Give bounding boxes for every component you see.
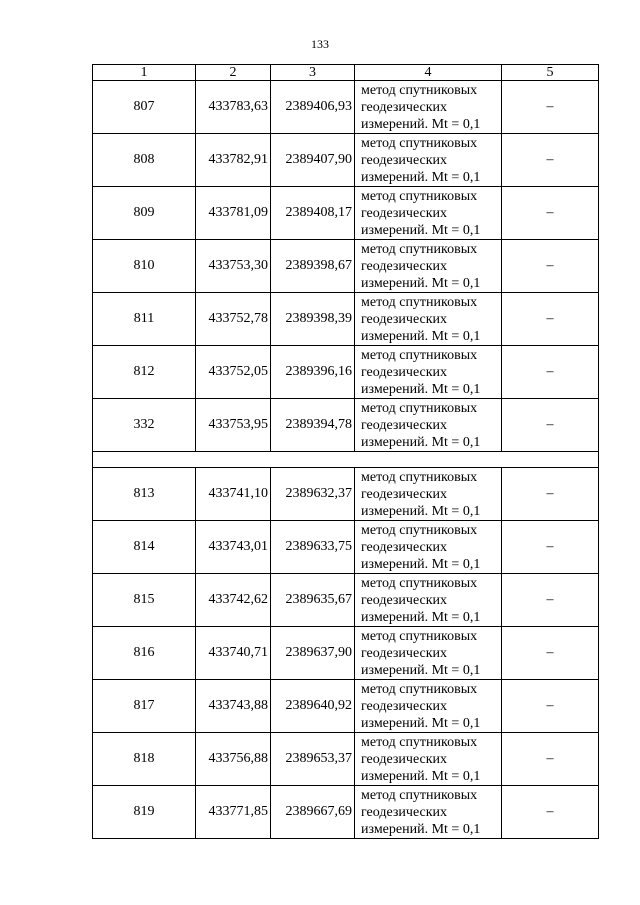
method-line: геодезических — [361, 592, 448, 608]
method-line: метод спутниковых — [361, 575, 478, 591]
table-row — [93, 786, 599, 839]
method-cell — [355, 680, 502, 733]
x-coordinate-cell: 433743,88 — [196, 680, 271, 733]
method-line: метод спутниковых — [361, 681, 478, 697]
note-cell — [502, 574, 599, 627]
note-cell — [502, 680, 599, 733]
y-coordinate-cell: 2389640,92 — [271, 680, 355, 733]
dash-mark: – — [546, 539, 554, 554]
x-coordinate-cell: 433752,78 — [196, 293, 271, 346]
method-line: геодезических — [361, 751, 448, 767]
y-coordinate-cell: 2389408,17 — [271, 187, 355, 240]
method-line: геодезических — [361, 539, 448, 555]
method-line: измерений. Mt = 0,1 — [361, 116, 481, 132]
column-header-3: 3 — [271, 65, 355, 81]
method-line: геодезических — [361, 311, 448, 327]
dash-mark: – — [546, 99, 554, 114]
table-row — [93, 521, 599, 574]
y-coordinate-cell: 2389635,67 — [271, 574, 355, 627]
note-cell — [502, 81, 599, 134]
table-row — [93, 346, 599, 399]
column-header-2: 2 — [196, 65, 271, 81]
point-number-cell: 818 — [93, 733, 196, 786]
point-number-cell: 812 — [93, 346, 196, 399]
note-cell — [502, 627, 599, 680]
column-header-4: 4 — [355, 65, 502, 81]
method-line: измерений. Mt = 0,1 — [361, 381, 481, 397]
point-number-cell: 817 — [93, 680, 196, 733]
method-line: метод спутниковых — [361, 294, 478, 310]
method-cell — [355, 521, 502, 574]
method-line: измерений. Mt = 0,1 — [361, 328, 481, 344]
header-row — [93, 65, 599, 81]
x-coordinate-cell: 433781,09 — [196, 187, 271, 240]
method-line: измерений. Mt = 0,1 — [361, 662, 481, 678]
method-line: геодезических — [361, 486, 448, 502]
point-number-cell: 813 — [93, 468, 196, 521]
method-line: геодезических — [361, 804, 448, 820]
x-coordinate-cell: 433756,88 — [196, 733, 271, 786]
point-number-cell: 332 — [93, 399, 196, 452]
note-cell — [502, 468, 599, 521]
dash-mark: – — [546, 364, 554, 379]
note-cell — [502, 733, 599, 786]
method-cell — [355, 786, 502, 839]
x-coordinate-cell: 433783,63 — [196, 81, 271, 134]
method-line: геодезических — [361, 417, 448, 433]
table-row — [93, 81, 599, 134]
method-line: геодезических — [361, 364, 448, 380]
dash-mark: – — [546, 592, 554, 607]
method-line: геодезических — [361, 99, 448, 115]
method-line: измерений. Mt = 0,1 — [361, 609, 481, 625]
method-cell — [355, 733, 502, 786]
method-line: измерений. Mt = 0,1 — [361, 768, 481, 784]
x-coordinate-cell: 433752,05 — [196, 346, 271, 399]
y-coordinate-cell: 2389667,69 — [271, 786, 355, 839]
x-coordinate-cell: 433741,10 — [196, 468, 271, 521]
method-cell — [355, 468, 502, 521]
note-cell — [502, 346, 599, 399]
dash-mark: – — [546, 258, 554, 273]
method-line: метод спутниковых — [361, 82, 478, 98]
table-row — [93, 399, 599, 452]
dash-mark: – — [546, 486, 554, 501]
table-row — [93, 627, 599, 680]
x-coordinate-cell: 433742,62 — [196, 574, 271, 627]
x-coordinate-cell: 433743,01 — [196, 521, 271, 574]
table-row — [93, 240, 599, 293]
method-line: метод спутниковых — [361, 188, 478, 204]
method-line: геодезических — [361, 205, 448, 221]
method-cell — [355, 81, 502, 134]
point-number-cell: 815 — [93, 574, 196, 627]
point-number-cell: 808 — [93, 134, 196, 187]
table-row — [93, 187, 599, 240]
x-coordinate-cell: 433740,71 — [196, 627, 271, 680]
dash-mark: – — [546, 698, 554, 713]
page-number: 133 — [311, 37, 329, 51]
method-line: измерений. Mt = 0,1 — [361, 169, 481, 185]
method-line: метод спутниковых — [361, 347, 478, 363]
method-line: геодезических — [361, 258, 448, 274]
method-cell — [355, 293, 502, 346]
method-line: геодезических — [361, 152, 448, 168]
x-coordinate-cell: 433753,30 — [196, 240, 271, 293]
x-coordinate-cell: 433782,91 — [196, 134, 271, 187]
point-number-cell: 816 — [93, 627, 196, 680]
x-coordinate-cell: 433771,85 — [196, 786, 271, 839]
note-cell — [502, 134, 599, 187]
group-separator-cell — [93, 452, 599, 468]
method-line: геодезических — [361, 645, 448, 661]
method-line: геодезических — [361, 698, 448, 714]
y-coordinate-cell: 2389632,37 — [271, 468, 355, 521]
table-body — [93, 81, 599, 839]
method-cell — [355, 187, 502, 240]
y-coordinate-cell: 2389653,37 — [271, 733, 355, 786]
dash-mark: – — [546, 311, 554, 326]
y-coordinate-cell: 2389406,93 — [271, 81, 355, 134]
y-coordinate-cell: 2389407,90 — [271, 134, 355, 187]
y-coordinate-cell: 2389394,78 — [271, 399, 355, 452]
y-coordinate-cell: 2389398,39 — [271, 293, 355, 346]
column-header-5: 5 — [502, 65, 599, 81]
note-cell — [502, 187, 599, 240]
y-coordinate-cell: 2389637,90 — [271, 627, 355, 680]
dash-mark: – — [546, 751, 554, 766]
method-line: измерений. Mt = 0,1 — [361, 821, 481, 837]
note-cell — [502, 521, 599, 574]
method-cell — [355, 134, 502, 187]
table-row — [93, 468, 599, 521]
method-line: измерений. Mt = 0,1 — [361, 715, 481, 731]
y-coordinate-cell: 2389633,75 — [271, 521, 355, 574]
note-cell — [502, 399, 599, 452]
method-line: метод спутниковых — [361, 522, 478, 538]
method-line: метод спутниковых — [361, 469, 478, 485]
x-coordinate-cell: 433753,95 — [196, 399, 271, 452]
method-cell — [355, 399, 502, 452]
group-separator-row — [93, 452, 599, 468]
method-cell — [355, 627, 502, 680]
method-line: метод спутниковых — [361, 787, 478, 803]
table-row — [93, 733, 599, 786]
note-cell — [502, 786, 599, 839]
dash-mark: – — [546, 804, 554, 819]
method-line: метод спутниковых — [361, 241, 478, 257]
note-cell — [502, 293, 599, 346]
method-line: измерений. Mt = 0,1 — [361, 275, 481, 291]
y-coordinate-cell: 2389398,67 — [271, 240, 355, 293]
dash-mark: – — [546, 152, 554, 167]
table-row — [93, 293, 599, 346]
coordinates-table — [92, 64, 599, 839]
method-line: метод спутниковых — [361, 135, 478, 151]
method-cell — [355, 346, 502, 399]
method-line: метод спутниковых — [361, 734, 478, 750]
note-cell — [502, 240, 599, 293]
method-line: измерений. Mt = 0,1 — [361, 556, 481, 572]
table-row — [93, 680, 599, 733]
method-cell — [355, 574, 502, 627]
point-number-cell: 814 — [93, 521, 196, 574]
method-line: метод спутниковых — [361, 400, 478, 416]
point-number-cell: 809 — [93, 187, 196, 240]
point-number-cell: 807 — [93, 81, 196, 134]
method-line: метод спутниковых — [361, 628, 478, 644]
dash-mark: – — [546, 417, 554, 432]
method-line: измерений. Mt = 0,1 — [361, 222, 481, 238]
method-line: измерений. Mt = 0,1 — [361, 503, 481, 519]
table-row — [93, 134, 599, 187]
table-row — [93, 574, 599, 627]
column-header-1: 1 — [93, 65, 196, 81]
dash-mark: – — [546, 205, 554, 220]
point-number-cell: 819 — [93, 786, 196, 839]
method-line: измерений. Mt = 0,1 — [361, 434, 481, 450]
point-number-cell: 811 — [93, 293, 196, 346]
method-cell — [355, 240, 502, 293]
y-coordinate-cell: 2389396,16 — [271, 346, 355, 399]
point-number-cell: 810 — [93, 240, 196, 293]
dash-mark: – — [546, 645, 554, 660]
